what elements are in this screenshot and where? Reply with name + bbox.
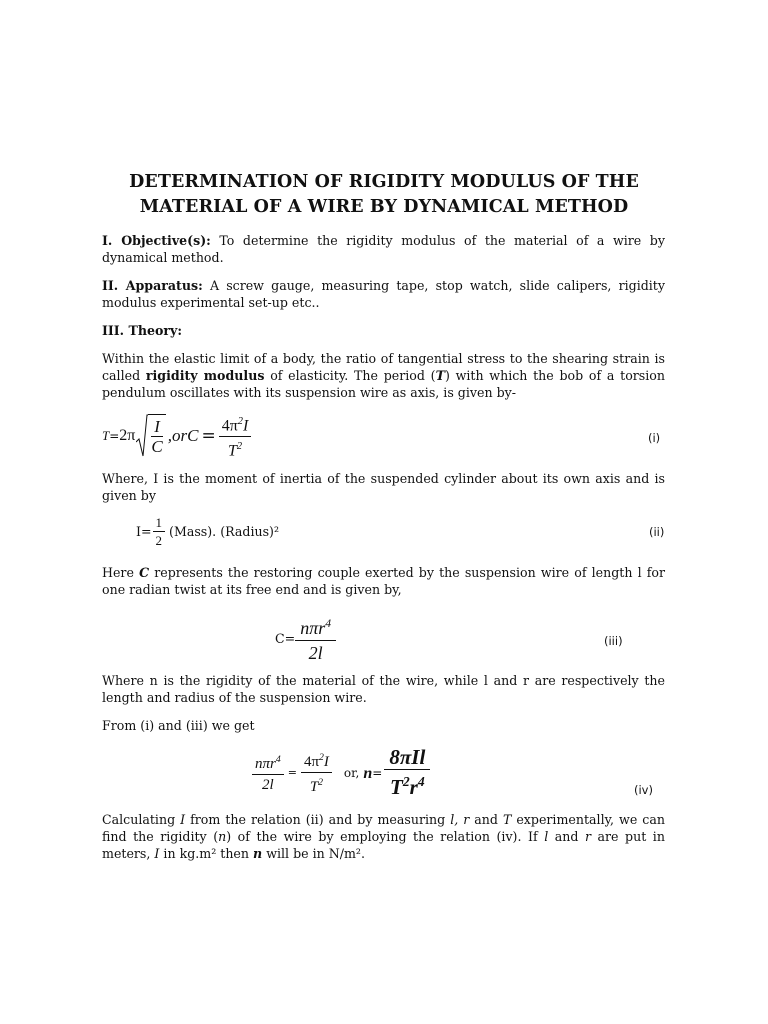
- rigidity-modulus-term: rigidity modulus: [145, 368, 265, 383]
- eq1-or-C: ,orC: [167, 426, 199, 445]
- theory-p6-I: I: [180, 812, 186, 827]
- theory-p1-text-c: ) with which the bob of a torsion pendulum oscillates with its suspension wire as axis, is given by-: [102, 368, 665, 400]
- objective-label: I. Objective(s):: [102, 233, 211, 248]
- theory-p6-a: Calculating: [102, 812, 176, 827]
- eq2-den: 2: [155, 533, 163, 548]
- eq1-equals-2: =: [201, 426, 216, 446]
- eq1-T: T: [102, 428, 110, 443]
- eq4-equals: =: [287, 766, 297, 779]
- theory-p6-f: and: [554, 829, 579, 844]
- theory-paragraph-6: [102, 811, 665, 862]
- theory-p6-i: will be in N/m².: [266, 846, 365, 861]
- equation-number-i: (i): [648, 431, 661, 445]
- page-title-line-2: MATERIAL OF A WIRE BY DYNAMICAL METHOD: [139, 197, 629, 217]
- theory-p6-b: from the relation (ii) and by measuring: [190, 812, 446, 827]
- eq1-num-sup: 2: [237, 416, 243, 428]
- theory-paragraph-3: [102, 564, 665, 598]
- theory-p6-n: n: [218, 829, 227, 844]
- equation-number-ii: (ii): [649, 525, 665, 539]
- eq3-num-sup: 4: [325, 617, 332, 630]
- eq3-fraction: [295, 612, 336, 665]
- theory-p6-h: in kg.m² then: [163, 846, 249, 861]
- equation-2: [136, 514, 279, 549]
- theory-p6-g: are put in meters,: [102, 829, 665, 861]
- eq2-lhs: I=: [136, 524, 152, 539]
- theory-p1-text-b: of elasticity. The period (: [270, 368, 436, 383]
- sqrt-sign-icon: [136, 414, 148, 458]
- equation-number-iv: (iv): [634, 783, 653, 797]
- eq4-f1-sup: 4: [275, 754, 281, 765]
- eq3-den: 2l: [308, 643, 323, 663]
- theory-p1-text-a: Within the elastic limit of a body, the ratio of tangential stress to the shearing strain is called: [102, 351, 665, 383]
- eq4-f2-den: T: [309, 779, 319, 795]
- eq4-f1-den: 2l: [262, 777, 274, 793]
- objective-paragraph: [102, 232, 665, 266]
- eq1-sqrt-denominator: C: [151, 437, 163, 456]
- eq1-den: T: [227, 441, 237, 459]
- eq1-sqrt-numerator: I: [151, 417, 163, 437]
- apparatus-paragraph: [102, 277, 665, 311]
- theory-p6-T: T: [502, 812, 512, 827]
- theory-p6-I2: I: [154, 846, 160, 861]
- theory-p6-e: ) of the wire by employing the relation (iv). If: [226, 829, 538, 844]
- equation-3: [275, 612, 336, 665]
- eq4-fraction-2: [301, 748, 332, 797]
- eq2-rest: (Mass). (Radius)²: [169, 524, 280, 539]
- theory-heading: [102, 322, 665, 339]
- eq1-fraction: [219, 412, 252, 460]
- theory-p6-n2: n: [253, 846, 263, 861]
- eq3-lhs: C=: [275, 631, 296, 646]
- theory-p6-l-r: l, r: [450, 812, 470, 827]
- apparatus-text: A screw gauge, measuring tape, stop watch, slide calipers, rigidity modulus experimental set-up etc..: [102, 278, 665, 310]
- period-symbol: T: [435, 368, 445, 383]
- eq4-or: or,: [343, 765, 360, 780]
- eq4-f2-I: I: [323, 754, 329, 770]
- theory-paragraph-4: Where n is the rigidity of the material of the wire, while l and r are respectively the length and radius of the suspension wire.: [102, 673, 665, 705]
- theory-label: III. Theory:: [102, 323, 182, 338]
- eq4-f3-den-sup2: 2: [402, 774, 410, 789]
- eq2-half-fraction: [153, 514, 166, 549]
- equation-number-iii: (iii): [604, 634, 623, 648]
- eq4-f1-num: nπr: [255, 756, 276, 772]
- apparatus-label: II. Apparatus:: [102, 278, 203, 293]
- eq1-den-sup: 2: [236, 440, 243, 452]
- eq1-two-pi: 2π: [119, 427, 136, 444]
- eq4-f3-num: 8πIl: [384, 746, 430, 770]
- eq4-fraction-1: [252, 750, 284, 795]
- theory-p6-r: r: [584, 829, 591, 844]
- eq4-f2-den-sup: 2: [318, 777, 324, 788]
- eq1-equals: =: [109, 429, 120, 443]
- eq4-n: n: [363, 764, 373, 782]
- eq1-num: 4π: [221, 417, 238, 435]
- theory-p3-text-a: Here: [102, 565, 134, 580]
- theory-paragraph-1: [102, 350, 665, 401]
- couple-symbol: C: [139, 565, 150, 580]
- theory-p6-c: and: [474, 812, 498, 827]
- eq1-sqrt: [136, 414, 165, 458]
- equation-1: [102, 414, 251, 458]
- eq2-num: 1: [153, 514, 166, 532]
- eq4-n-equals: =: [372, 765, 383, 780]
- eq1-num-I: I: [242, 417, 249, 435]
- eq4-f3-den-r: r: [409, 775, 418, 799]
- equation-4: [252, 746, 430, 799]
- theory-p6-l2: l: [544, 829, 549, 844]
- theory-paragraph-2: Where, I is the moment of inertia of the suspended cylinder about its own axis and is given by: [102, 471, 665, 503]
- theory-paragraph-5: From (i) and (iii) we get: [102, 718, 255, 733]
- eq4-f3-den-sup4: 4: [417, 774, 425, 789]
- eq4-f2-sup: 2: [319, 752, 324, 763]
- theory-p3-text-b: represents the restoring couple exerted by the suspension wire of length l for one radian twist at its free end and is given by,: [102, 565, 665, 597]
- eq4-fraction-3: [384, 746, 430, 799]
- objective-text: To determine the rigidity modulus of the material of a wire by dynamical method.: [102, 233, 665, 265]
- eq4-f2-num: 4π: [303, 754, 320, 770]
- eq4-f3-den-T: T: [390, 775, 403, 799]
- theory-p6-d: experimentally, we can find the rigidity (: [102, 812, 665, 844]
- page-title-line-1: DETERMINATION OF RIGIDITY MODULUS OF THE: [129, 172, 639, 192]
- eq3-num: nπr: [300, 618, 326, 638]
